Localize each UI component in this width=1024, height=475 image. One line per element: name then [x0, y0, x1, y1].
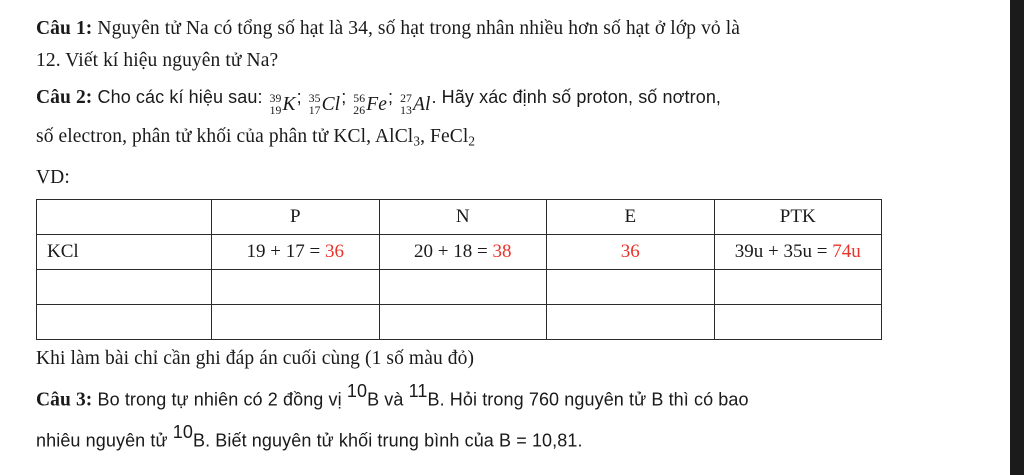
- table-cell-n: [379, 270, 547, 305]
- table-cell-p: [212, 235, 380, 270]
- cell-p-expr: 19 + 17 =: [246, 241, 325, 263]
- table-header-blank: [37, 200, 212, 235]
- nuclide-separator-1: ;: [296, 87, 302, 107]
- nuclide-separator-2: ;: [341, 87, 347, 107]
- question-2-line-2-a: số electron, phân tử khối của phân tử KCl, AlCl: [36, 126, 414, 148]
- nuclide-al-mass: 27: [400, 92, 412, 106]
- question-1-label: Câu 1:: [36, 18, 93, 39]
- question-3-text-a: Bo trong tự nhiên có 2 đồng vị: [92, 389, 347, 410]
- question-2-line-2: [36, 122, 988, 157]
- vd-label: VD:: [36, 167, 70, 189]
- table-header-n: N: [379, 200, 547, 235]
- cell-n-expr: 20 + 18 =: [414, 241, 493, 263]
- question-3: [36, 376, 988, 457]
- boron-11-superscript: 11: [408, 381, 428, 402]
- question-2-text-after: . Hãy xác định số proton, số nơtron,: [431, 87, 722, 107]
- nuclide-al-symbol: Al: [412, 94, 431, 116]
- nuclide-fe: [353, 90, 387, 121]
- table-header-ptk: PTK: [714, 200, 882, 235]
- page-right-border: [1010, 0, 1024, 475]
- fecl2-subscript: 2: [468, 134, 476, 150]
- question-3-text-c: B. Hỏi trong 760 nguyên tử B thì có bao: [427, 389, 749, 410]
- question-1-line-2: 12. Viết kí hiệu nguyên tử Na?: [36, 50, 279, 71]
- example-table: [36, 199, 882, 340]
- table-row: [37, 270, 882, 305]
- boron-10-superscript-2: 10: [172, 422, 193, 443]
- question-3-text-b: B và: [367, 389, 409, 410]
- nuclide-k: [270, 90, 296, 121]
- question-3-line-2-a: nhiêu nguyên tử: [36, 430, 173, 451]
- table-cell-ptk: [714, 270, 882, 305]
- nuclide-fe-symbol: Fe: [366, 94, 387, 116]
- question-3-line-1: [36, 376, 988, 415]
- table-row-label-empty-1: [37, 270, 212, 305]
- nuclide-cl-symbol: Cl: [321, 94, 341, 116]
- question-1-line-1: [36, 14, 988, 44]
- question-3-line-2: [36, 417, 988, 456]
- table-header-p: P: [212, 200, 380, 235]
- cell-p-result: 36: [324, 241, 344, 263]
- table-row-label-empty-2: [37, 305, 212, 340]
- table-cell-n: [379, 235, 547, 270]
- cell-e-result: 36: [620, 241, 640, 263]
- nuclide-separator-3: ;: [387, 87, 394, 107]
- table-row-label-kcl: KCl: [37, 235, 212, 270]
- nuclide-fe-atomic: 26: [353, 104, 366, 118]
- table-header-e: E: [547, 200, 715, 235]
- question-2-label: Câu 2:: [36, 87, 93, 108]
- table-cell-n: [379, 305, 547, 340]
- nuclide-cl: [309, 90, 341, 121]
- table-cell-ptk: [714, 305, 882, 340]
- question-2: [36, 82, 988, 157]
- nuclide-k-atomic: 19: [269, 104, 282, 118]
- nuclide-al-atomic: 13: [400, 104, 412, 118]
- table-row: [37, 305, 882, 340]
- question-3-line-2-b: B. Biết nguyên tử khối trung bình của B = 10,81.: [192, 430, 583, 451]
- nuclide-k-symbol: K: [282, 94, 296, 116]
- table-header-row: [37, 200, 882, 235]
- table-cell-p: [212, 305, 380, 340]
- question-2-intro: Cho các kí hiệu sau:: [92, 87, 263, 107]
- nuclide-cl-mass: 35: [308, 92, 321, 106]
- table-cell-ptk: [714, 235, 882, 270]
- alcl3-subscript: 3: [413, 134, 421, 150]
- table-cell-e: [547, 235, 715, 270]
- nuclide-k-mass: 39: [269, 92, 282, 106]
- question-2-line-2-b: , FeCl: [420, 126, 469, 148]
- question-1: [36, 14, 988, 76]
- table-cell-e: [547, 270, 715, 305]
- nuclide-al: [400, 90, 430, 121]
- cell-ptk-expr: 39u + 35u =: [734, 241, 833, 263]
- nuclide-cl-atomic: 17: [308, 104, 321, 118]
- table-row: [37, 235, 882, 270]
- instruction-note: Khi làm bài chỉ cần ghi đáp án cuối cùng (1 số màu đỏ): [36, 348, 475, 370]
- question-3-label: Câu 3:: [36, 389, 93, 411]
- table-cell-p: [212, 270, 380, 305]
- cell-n-result: 38: [492, 241, 512, 263]
- question-1-text: Nguyên tử Na có tổng số hạt là 34, số hạt trong nhân nhiều hơn số hạt ở lớp vỏ là: [92, 18, 741, 39]
- boron-10-superscript-1: 10: [346, 381, 368, 402]
- cell-ptk-result: 74u: [832, 241, 861, 263]
- table-cell-e: [547, 305, 715, 340]
- question-2-line-1: [36, 82, 988, 120]
- nuclide-fe-mass: 56: [353, 92, 366, 106]
